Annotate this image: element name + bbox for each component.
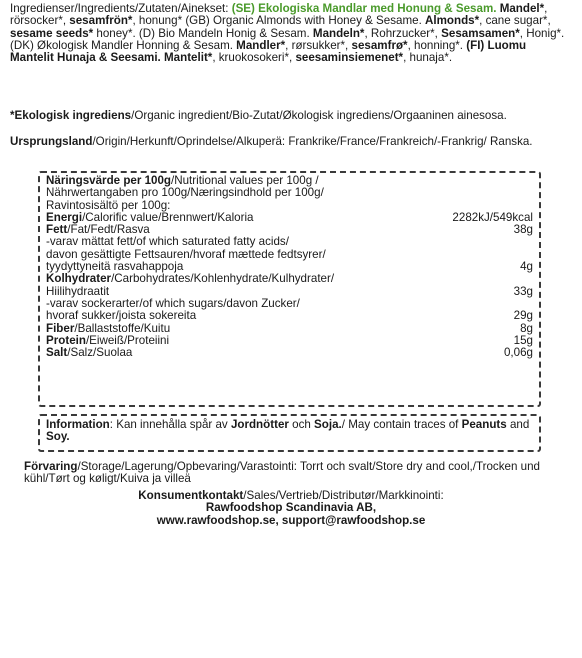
nutrition-header-bold: Näringsvärde per 100g	[46, 174, 172, 187]
protein-value: 15g	[513, 333, 533, 347]
soy-sv: Soja.	[314, 418, 342, 431]
information-text-2: och	[288, 418, 315, 431]
nutrition-table	[38, 171, 541, 407]
soy-en: Soy.	[46, 430, 70, 444]
organic-text: /Organic ingredient/Bio-Zutat/Økologisk ingrediens/Orgaaninen ainesosa.	[131, 109, 507, 122]
peanuts-en: Peanuts	[461, 418, 507, 431]
se-almond: Mandel*	[496, 2, 545, 15]
peanuts-sv: Jordnötter	[230, 418, 289, 431]
dk-title: (DK) Økologisk Mandler Honning & Sesam.	[10, 38, 237, 52]
nutrition-row-carbs	[46, 273, 533, 285]
saturated-text-2: davon gesättigte Fettsauren/hvoraf mættede fedtsyrer/	[46, 247, 326, 261]
fiber-rest: /Ballaststoffe/Kuitu	[74, 321, 171, 335]
web-email: www.rawfoodshop.se, support@rawfoodshop.se	[156, 513, 426, 527]
protein-label: Protein	[46, 333, 86, 347]
information-text-3: / May contain traces of	[341, 418, 462, 431]
gb-sesame: sesame seeds*	[10, 26, 94, 40]
d-honey: , Honig*.	[519, 26, 565, 40]
carb-value: 33g	[513, 284, 533, 298]
nutrition-header-rest-3: Ravintosisältö per 100g:	[46, 198, 171, 212]
energy-rest: /Calorific value/Brennwert/Kaloria	[82, 210, 254, 224]
d-sesame: Sesamsamen*	[441, 26, 520, 40]
storage-label: Förvaring	[24, 460, 78, 473]
saturated-text-1: -varav mättat fett/of which saturated fatty acids/	[46, 235, 289, 249]
company-name: Rawfoodshop Scandinavia AB,	[205, 501, 377, 515]
sugar-value: 29g	[513, 309, 533, 323]
organic-paragraph	[10, 110, 572, 122]
fi-honey: , hunaja*.	[403, 51, 453, 65]
contact-text: /Sales/Vertrieb/Distributør/Markkinointi:	[243, 489, 444, 502]
gb-title: (GB) Organic Almonds with Honey & Sesame.	[185, 14, 426, 28]
d-almonds: Mandeln*	[312, 26, 365, 40]
d-sugar: , Rohrzucker*,	[364, 26, 442, 40]
storage-text: /Storage/Lagerung/Opbevaring/Varastointi: Torrt och svalt/Store dry and cool,/Trocken und kühl/Tørt og køligt/Kuiva ja villeä	[24, 460, 540, 486]
origin-label: Ursprungsland	[10, 135, 93, 148]
information-text-4: and	[506, 418, 530, 431]
sugar-text-1: -varav sockerarter/of which sugars/davon Zucker/	[46, 296, 300, 310]
fat-label: Fett	[46, 223, 68, 237]
nutrition-row-salt	[46, 347, 533, 359]
saturated-line1	[46, 236, 533, 248]
nutrition-header-rest: /Nutritional values per 100g /	[171, 174, 319, 187]
consumer-contact	[10, 490, 572, 527]
fi-title: (FI) Luomu Mantelit Hunaja & Seesami.	[10, 38, 527, 65]
fi-sesame: seesaminsiemenet*	[295, 51, 404, 65]
sugar-text-2: hvoraf sukker/joista sokereita	[46, 309, 197, 323]
ingredients-paragraph	[10, 3, 572, 64]
storage-paragraph	[24, 461, 572, 486]
dk-sugar: , rørsukker*,	[285, 38, 352, 52]
information-text-1: : Kan innehålla spår av	[109, 418, 231, 431]
energy-label: Energi	[46, 210, 83, 224]
contact-label: Konsumentkontakt	[138, 489, 244, 502]
fat-rest: /Fat/Fedt/Rasva	[67, 223, 150, 237]
saturated-value: 4g	[520, 260, 533, 274]
origin-paragraph	[10, 136, 572, 148]
salt-value: 0,06g	[503, 346, 533, 360]
gb-honey: honey*.	[93, 26, 139, 40]
salt-label: Salt	[46, 346, 68, 360]
gb-almonds: Almonds*	[425, 14, 480, 28]
fiber-label: Fiber	[46, 321, 75, 335]
se-title: (SE) Ekologiska Mandlar med Honung & Sesam.	[231, 2, 497, 15]
information-label: Information	[46, 418, 110, 431]
fi-sugar: , kruokosokeri*,	[212, 51, 296, 65]
allergen-information-box	[38, 414, 541, 452]
se-sesame: sesamfrön*	[69, 14, 133, 28]
nutrition-header-line2	[46, 187, 533, 199]
carb-text-2: Hiilihydraatit	[46, 284, 110, 298]
energy-value: 2282kJ/549kcal	[452, 210, 533, 224]
salt-rest: /Salz/Suolaa	[67, 346, 133, 360]
organic-label: *Ekologisk ingrediens	[10, 109, 132, 122]
fiber-value: 8g	[520, 321, 533, 335]
fat-value: 38g	[513, 223, 533, 237]
gb-sugar: , cane sugar*,	[479, 14, 551, 28]
saturated-text-3: tyydyttyneitä rasvahappoja	[46, 260, 184, 274]
d-title: (D) Bio Mandeln Honig & Sesam.	[138, 26, 313, 40]
nutrition-header-rest-2: Nährwertangaben pro 100g/Næringsindhold per 100g/	[46, 186, 324, 200]
protein-rest: /Eiweiß/Proteiini	[85, 333, 170, 347]
se-honey: , honung*	[132, 14, 186, 28]
fi-almonds: Mantelit*	[164, 51, 213, 65]
dk-honey: , honning*.	[407, 38, 467, 52]
carb-rest: /Carbohydrates/Kohlenhydrate/Kulhydrater/	[111, 272, 335, 286]
ingredients-header: Ingredienser/Ingredients/Zutaten/Ainekset:	[10, 2, 232, 15]
dk-sesame: sesamfrø*	[351, 38, 408, 52]
se-sugar: , rörsocker*,	[10, 2, 548, 28]
dk-almonds: Mandler*	[236, 38, 286, 52]
origin-text: /Origin/Herkunft/Oprindelse/Alkuperä: Frankrike/France/Frankreich/-Frankrig/ Ranska.	[92, 135, 533, 148]
carb-label: Kolhydrater	[46, 272, 112, 286]
